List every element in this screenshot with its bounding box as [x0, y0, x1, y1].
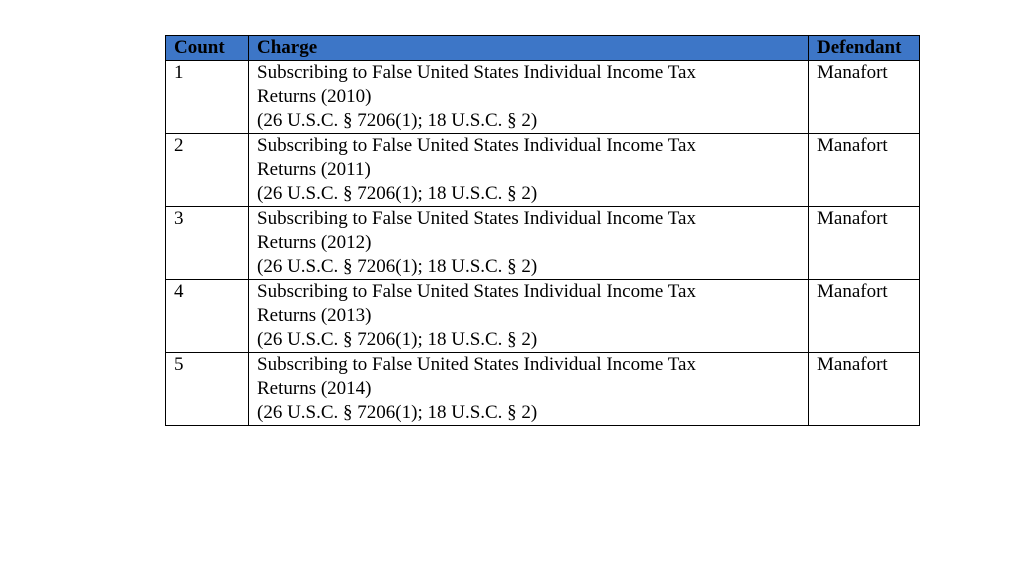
table-row [166, 61, 920, 134]
charge-statute: (26 U.S.C. § 7206(1); 18 U.S.C. § 2) [257, 402, 538, 423]
charge-year: Returns (2013) [257, 305, 372, 326]
header-defendant: Defendant [809, 36, 920, 61]
charge-cell [249, 280, 809, 353]
table-row [166, 134, 920, 207]
charge-year: Returns (2012) [257, 232, 372, 253]
header-count: Count [166, 36, 249, 61]
defendant-cell: Manafort [809, 353, 920, 426]
table-row [166, 207, 920, 280]
charge-cell [249, 207, 809, 280]
count-cell: 5 [166, 353, 249, 426]
charge-text: Subscribing to False United States Individual Income Tax [257, 208, 696, 229]
defendant-cell: Manafort [809, 280, 920, 353]
charge-statute: (26 U.S.C. § 7206(1); 18 U.S.C. § 2) [257, 110, 538, 131]
table-header-row [166, 36, 920, 61]
defendant-cell: Manafort [809, 207, 920, 280]
charge-cell [249, 61, 809, 134]
charge-statute: (26 U.S.C. § 7206(1); 18 U.S.C. § 2) [257, 183, 538, 204]
charge-cell [249, 353, 809, 426]
charge-year: Returns (2011) [257, 159, 371, 180]
charge-year: Returns (2010) [257, 86, 372, 107]
charges-table [165, 35, 920, 426]
charge-text: Subscribing to False United States Individual Income Tax [257, 62, 696, 83]
defendant-cell: Manafort [809, 61, 920, 134]
charge-text: Subscribing to False United States Individual Income Tax [257, 281, 696, 302]
header-charge: Charge [249, 36, 809, 61]
count-cell: 2 [166, 134, 249, 207]
charge-text: Subscribing to False United States Individual Income Tax [257, 354, 696, 375]
count-cell: 1 [166, 61, 249, 134]
count-cell: 3 [166, 207, 249, 280]
charge-year: Returns (2014) [257, 378, 372, 399]
table-row [166, 353, 920, 426]
charge-statute: (26 U.S.C. § 7206(1); 18 U.S.C. § 2) [257, 329, 538, 350]
table-row [166, 280, 920, 353]
charge-statute: (26 U.S.C. § 7206(1); 18 U.S.C. § 2) [257, 256, 538, 277]
defendant-cell: Manafort [809, 134, 920, 207]
charge-text: Subscribing to False United States Individual Income Tax [257, 135, 696, 156]
count-cell: 4 [166, 280, 249, 353]
charge-cell [249, 134, 809, 207]
